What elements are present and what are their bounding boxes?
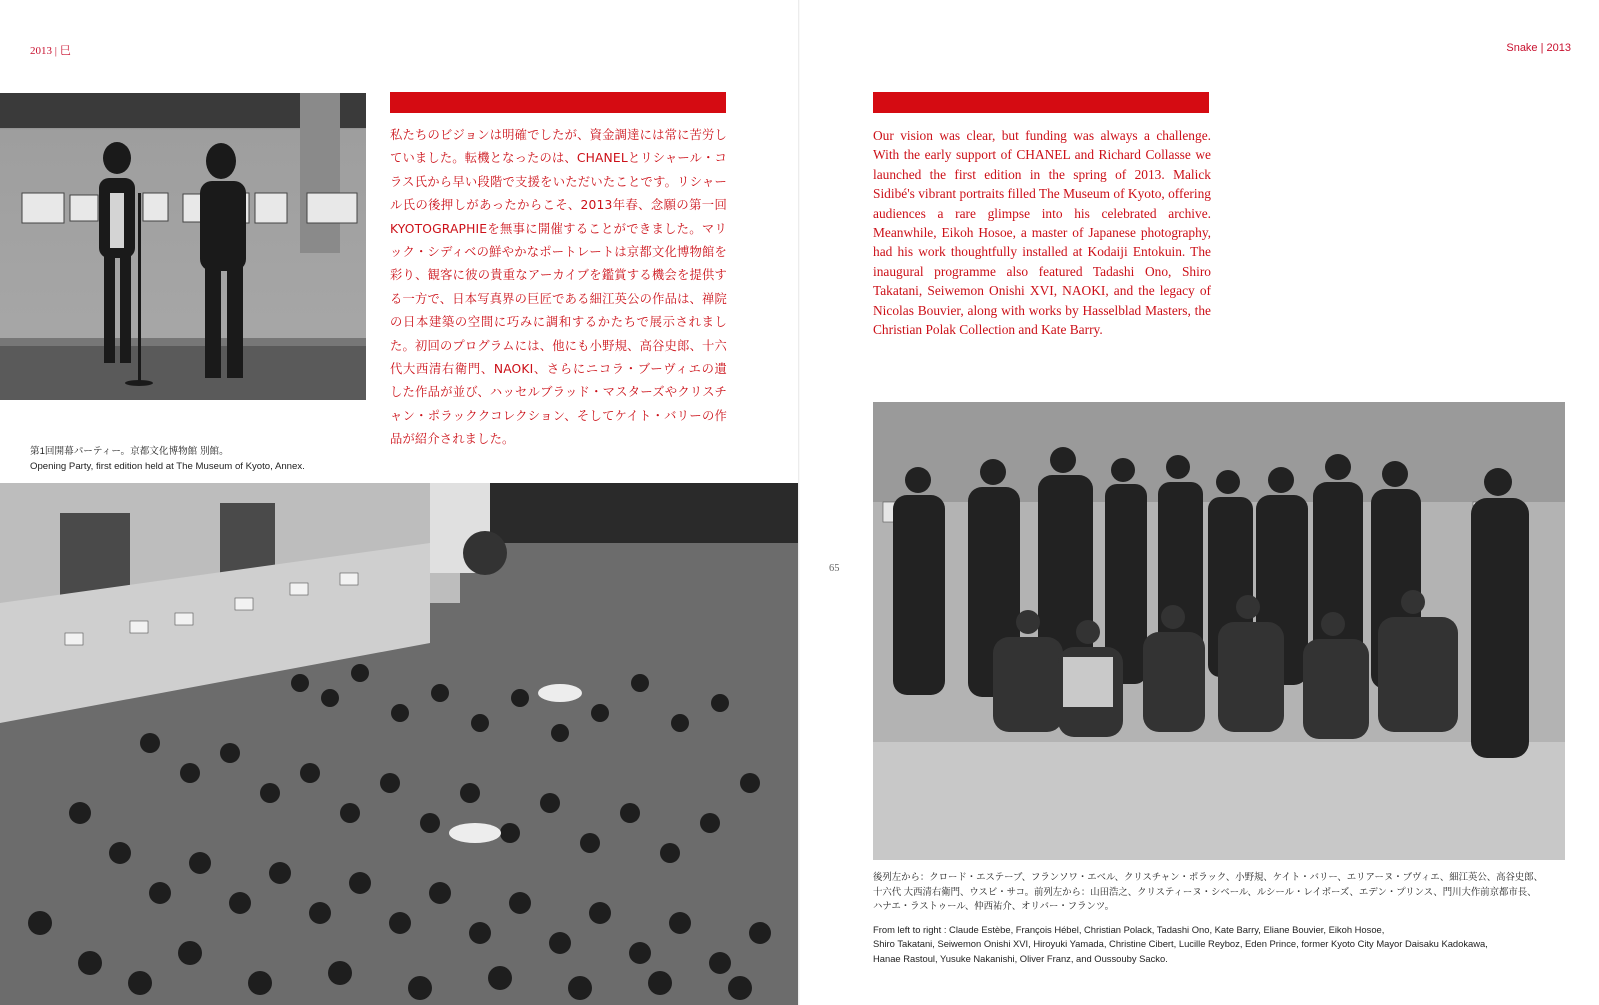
- caption-opening-party: [30, 445, 305, 474]
- folio-right: Snake | 2013: [1506, 42, 1571, 54]
- accent-bar-right: [873, 92, 1209, 113]
- caption-group: [873, 870, 1543, 966]
- caption-group-jp-line-3: ハナエ・ラストゥール、仲西祐介、オリバー・フランツ。: [873, 900, 1114, 911]
- page-number: 65: [829, 563, 840, 574]
- accent-bar-left: [390, 92, 726, 113]
- caption-group-en-line-1: From left to right : Claude Estèbe, François Hébel, Christian Polack, Tadashi Ono, Kate Barry, Eliane Bouvier, Eikoh Hosoe,: [873, 923, 1385, 935]
- caption-opening-party-jp: 第1回開幕パーティー。京都文化博物館 別館。: [30, 446, 229, 457]
- photo-party-crowd: [0, 483, 798, 1005]
- page-gutter: [798, 0, 800, 1005]
- body-text-english: Our vision was clear, but funding was always a challenge. With the early support of CHANEL and Richard Collasse we launched the first edition in the spring of 2013. Malick Sidibé's vibrant portraits filled The Museum of Kyoto, offering audiences a rare glimpse into his celebrated archive. Meanwhile, Eikoh Hosoe, a master of Japanese photography, had his work thoughtfully installed at Kodaiji Entokuin. The inaugural programme also featured Tadashi Ono, Shiro Takatani, Seiwemon Onishi XVI, NAOKI, and the legacy of Nicolas Bouvier, along with works by Hasselblad Masters, the Christian Polak Collection and Kate Barry.: [873, 128, 1211, 338]
- photo-speakers: [0, 93, 366, 400]
- photo-group-portrait: [873, 402, 1565, 860]
- folio-left: 2013 | 巳: [30, 45, 71, 57]
- caption-group-jp-line-2: 十六代 大西清右衛門、ウスビ・サコ。前列左から：山田浩之、クリスティーヌ・シベール、ルシール・レイボーズ、エデン・プリンス、門川大作前京都市長、: [873, 885, 1537, 897]
- caption-group-jp-line-1: 後列左から：クロード・エステーブ、フランソワ・エベル、クリスチャン・ポラック、小野規、ケイト・バリー、エリアーヌ・ブヴィエ、細江英公、高谷史郎、: [873, 871, 1544, 882]
- body-text-japanese: 私たちのビジョンは明確でしたが、資金調達には常に苦労していました。転機となったのは、CHANELとリシャール・コラス氏から早い段階で支援をいただいたことです。リシャール氏の後押しがあったからこそ、2013年春、念願の第一回KYOTOGRAPHIEを無事に開催することができました。マリック・シディベの鮮やかなポートレートは京都文化博物館を彩り、観客に彼の貴重なアーカイブを鑑賞する機会を提供する一方で、日本写真界の巨匠である細江英公の作品は、禅院の日本建築の空間に巧みに調和するかたちで展示されました。初回のプログラムには、他にも小野規、高谷史郎、十六代大西清右衛門、NAOKI、さらにニコラ・ブーヴィエの遺した作品が並び、ハッセルブラッド・マスターズやクリスチャン・ポラッククコレクション、そしてケイト・バリーの作品が紹介されました。: [390, 128, 727, 447]
- caption-opening-party-en: Opening Party, first edition held at The Museum of Kyoto, Annex.: [30, 460, 305, 472]
- caption-group-en-line-2: Shiro Takatani, Seiwemon Onishi XVI, Hiroyuki Yamada, Christine Cibert, Lucille Reyboz, Eden Prince, former Kyoto City Mayor Daisaku Kadokawa,: [873, 938, 1488, 949]
- caption-group-en-line-3: Hanae Rastoul, Yusuke Nakanishi, Oliver Franz, and Oussouby Sacko.: [873, 952, 1168, 964]
